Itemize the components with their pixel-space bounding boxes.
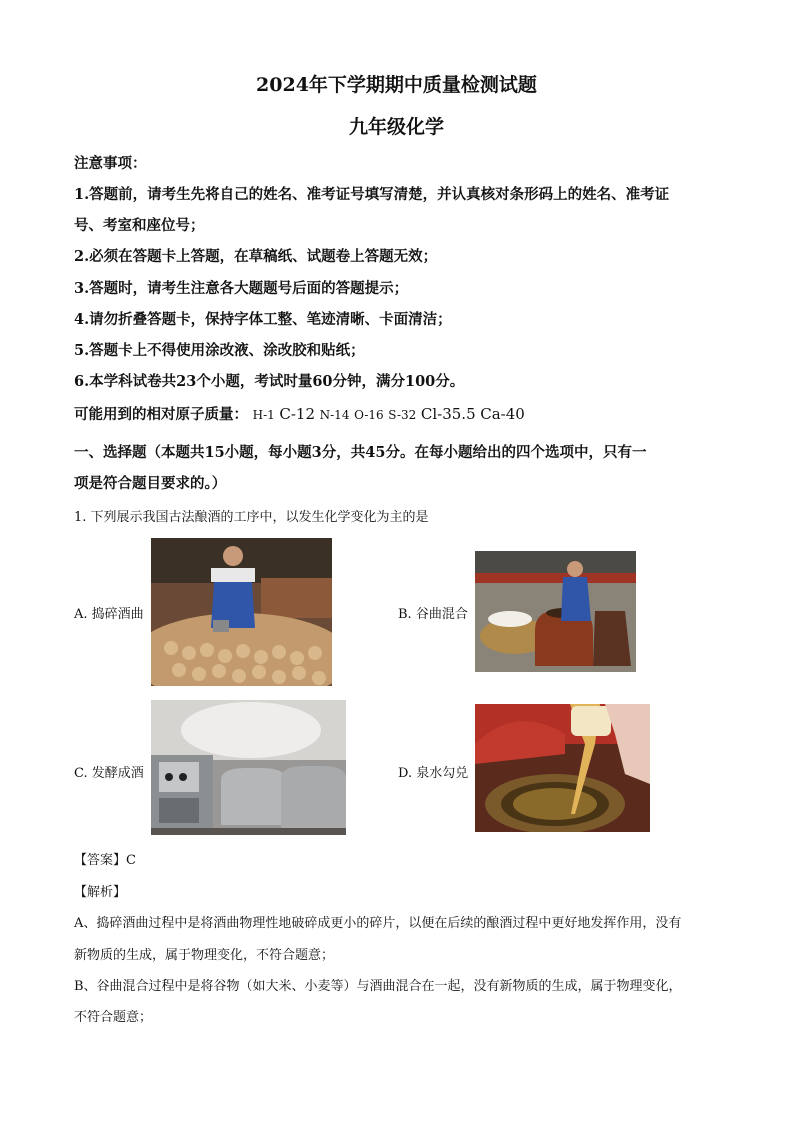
notice-item-6: 6.本学科试卷共23个小题，考试时量60分钟，满分100分。 [74, 373, 465, 390]
notice-heading: 注意事项： [74, 155, 147, 172]
question-1-stem: 1. 下列展示我国古法酿酒的工序中，以发生化学变化为主的是 [74, 510, 429, 525]
mass-c: C-12 [279, 405, 316, 423]
analysis-b-cont: 不符合题意； [74, 1010, 153, 1025]
option-c-label: C. 发酵成酒 [74, 766, 144, 781]
notice-item-3: 3.答题时，请考生注意各大题题号后面的答题提示； [74, 280, 409, 297]
mass-o: O-16 [354, 408, 384, 422]
atomic-mass-label: 可能用到的相对原子质量： [74, 406, 248, 423]
section-1-heading-cont: 项是符合题目要求的。） [74, 475, 227, 492]
answer-line: 【答案】C [74, 853, 136, 868]
exam-subject: 九年级化学 [348, 116, 444, 138]
mass-s: S-32 [388, 408, 417, 422]
option-b-label: B. 谷曲混合 [398, 607, 468, 622]
analysis-a: A、捣碎酒曲过程中是将酒曲物理性地破碎成更小的碎片，以便在后续的酿酒过程中更好地发挥作用，没有 [74, 916, 682, 931]
notice-item-2: 2.必须在答题卡上答题，在草稿纸、试题卷上答题无效； [74, 248, 438, 265]
option-a-label: A. 捣碎酒曲 [74, 607, 144, 622]
notice-item-4: 4.请勿折叠答题卡，保持字体工整、笔迹清晰、卡面清洁； [74, 311, 452, 328]
mass-ca: Ca-40 [480, 405, 525, 423]
mass-cl: Cl-35.5 [420, 405, 476, 423]
option-d-label: D. 泉水勾兑 [398, 766, 469, 781]
option-d-photo [475, 704, 650, 832]
notice-item-5: 5.答题卡上不得使用涂改液、涂改胶和贴纸； [74, 342, 365, 359]
analysis-a-cont: 新物质的生成，属于物理变化，不符合题意； [74, 948, 335, 963]
notice-item-1-cont: 号、考室和座位号； [74, 217, 205, 234]
option-b-photo [475, 551, 636, 672]
atomic-mass-line [74, 403, 525, 424]
analysis-heading: 【解析】 [74, 885, 127, 900]
mass-n: N-14 [319, 408, 350, 422]
option-c-photo [151, 700, 346, 835]
section-1-heading: 一、选择题（本题共15小题，每小题3分，共45分。在每小题给出的四个选项中，只有一 [74, 444, 647, 461]
analysis-b: B、谷曲混合过程中是将谷物（如大米、小麦等）与酒曲混合在一起，没有新物质的生成，属于物理变化， [74, 979, 682, 994]
notice-item-1: 1.答题前，请考生先将自己的姓名、准考证号填写清楚，并认真核对条形码上的姓名、准考证 [74, 186, 670, 203]
mass-h: H-1 [252, 408, 275, 422]
option-a-photo [151, 538, 332, 686]
exam-title: 2024年下学期期中质量检测试题 [256, 74, 537, 96]
